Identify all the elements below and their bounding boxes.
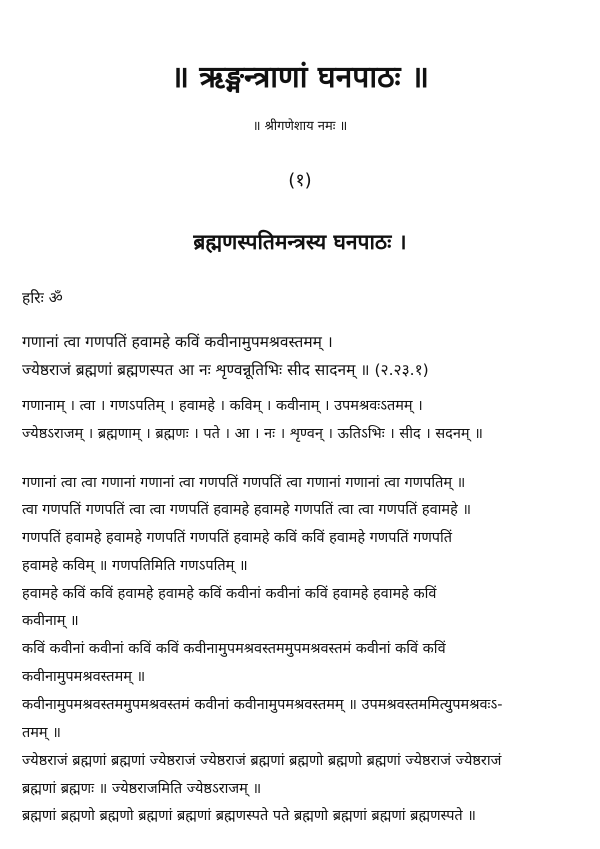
ghanapatha-line: हवामहे कविं कविं हवामहे हवामहे कविं कवीनां कवीनां कविं हवामहे हवामहे कविं xyxy=(22,586,437,602)
ghanapatha-line: कविं कवीनां कवीनां कविं कविं कवीनामुपमश्रवस्तममुपमश्रवस्तमं कवीनां कविं कविं xyxy=(22,641,446,657)
ghanapatha-line: कवीनाम् ॥ xyxy=(22,613,79,629)
invocation: ॥ श्रीगणेशाय नमः ॥ xyxy=(252,119,348,134)
ghanapatha-line: कवीनामुपमश्रवस्तमम् ॥ xyxy=(22,669,146,685)
padapatha-line: गणानाम् । त्वा । गणऽपतिम् । हवामहे । कविम् । कवीनाम् । उपमश्रवःऽतमम् । xyxy=(22,398,423,414)
ghanapatha-line: ज्येष्ठराजं ब्रह्मणां ब्रह्मणां ज्येष्ठराजं ज्येष्ठराजं ब्रह्मणां ब्रह्मणो ब्रह्मणो ब्रह्मणां ज्येष्ठराजं ज्येष्ठराजं xyxy=(22,753,502,769)
ghanapatha-line: ब्रह्मणां ब्रह्मणः ॥ ज्येष्ठराजमिति ज्येष्ठऽराजम् ॥ xyxy=(22,781,262,797)
opening-line: हरिः ॐ xyxy=(22,289,63,307)
section-number: (१) xyxy=(288,170,312,191)
mantra-line: गणानां त्वा गणपतिं हवामहे कविं कवीनामुपमश्रवस्तमम् । xyxy=(22,333,333,351)
padapatha-line: ज्येष्ठऽराजम् । ब्रह्मणाम् । ब्रह्मणः । पते । आ । नः । शृण्वन् । ऊतिऽभिः । सीद । सदनम् ॥ xyxy=(22,426,483,442)
ghanapatha-line: त्वा गणपतिं गणपतिं त्वा त्वा गणपतिं हवामहे हवामहे गणपतिं त्वा त्वा गणपतिं हवामहे ॥ xyxy=(22,502,472,518)
mantra-line: ज्येष्ठराजं ब्रह्मणां ब्रह्मणस्पत आ नः शृण्वन्नूतिभिः सीद सादनम् ॥ (२.२३.१) xyxy=(22,361,429,379)
ghanapatha-line: हवामहे कविम् ॥ गणपतिमिति गणऽपतिम् ॥ xyxy=(22,558,248,574)
ghanapatha-line: तमम् ॥ xyxy=(22,725,61,741)
ghanapatha-line: गणानां त्वा त्वा गणानां गणानां त्वा गणपतिं गणपतिं त्वा गणानां गणानां त्वा गणपतिम् ॥ xyxy=(22,475,466,491)
page-title: ॥ ऋङ्मन्त्राणां घनपाठः ॥ xyxy=(170,60,430,95)
ghanapatha-line: गणपतिं हवामहे हवामहे गणपतिं गणपतिं हवामहे कविं कविं हवामहे गणपतिं गणपतिं xyxy=(22,530,453,546)
ghanapatha-line: ब्रह्मणां ब्रह्मणो ब्रह्मणो ब्रह्मणां ब्रह्मणां ब्रह्मणस्पते पते ब्रह्मणो ब्रह्मणां ब्रह्मणां ब्रह्मणस्पते ॥ xyxy=(22,808,476,824)
section-heading: ब्रह्मणस्पतिमन्त्रस्य घनपाठः । xyxy=(193,230,407,254)
ghanapatha-line: कवीनामुपमश्रवस्तममुपमश्रवस्तमं कवीनां कवीनामुपमश्रवस्तमम् ॥ उपमश्रवस्तममित्युपमश्रवःऽ- xyxy=(22,697,503,713)
